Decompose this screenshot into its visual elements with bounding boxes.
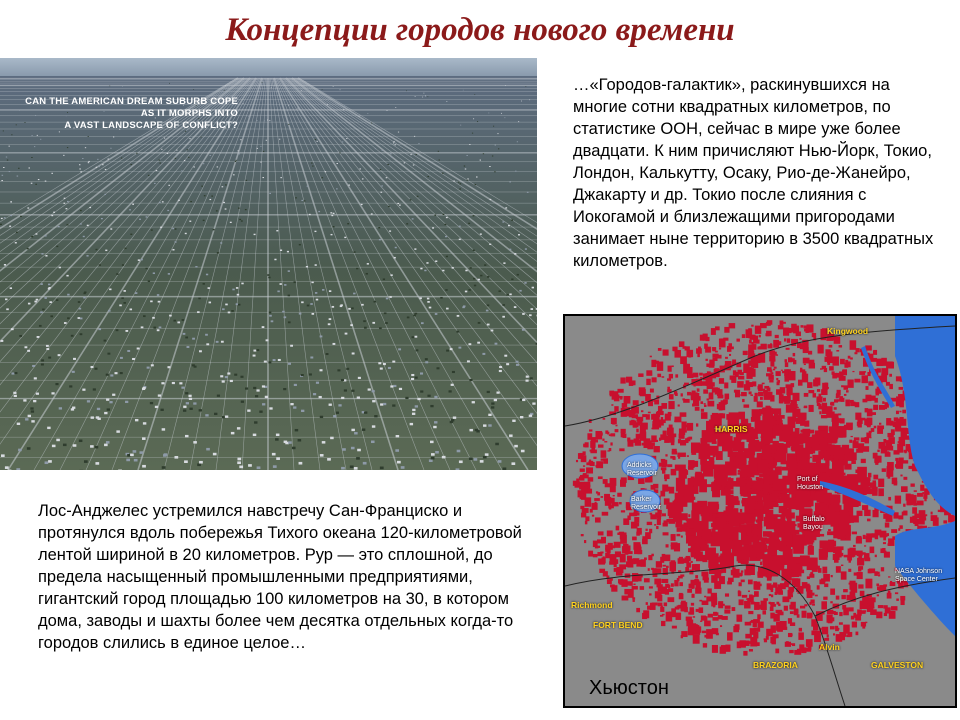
map-label-brazoria: BRAZORIA	[753, 660, 798, 670]
map-label-harris: HARRIS	[715, 424, 748, 434]
map-label-nasa: NASA Johnson Space Center	[895, 568, 943, 583]
photo-caption-line: CAN THE AMERICAN DREAM SUBURB COPE	[25, 96, 238, 107]
photo-caption-line: A VAST LANDSCAPE OF CONFLICT?	[64, 120, 238, 131]
slide-title: Концепции городов нового времени	[225, 12, 735, 48]
map-label-kingwood: Kingwood	[827, 326, 869, 336]
map-label-richmond: Richmond	[571, 600, 613, 610]
map-label-galveston: GALVESTON	[871, 660, 924, 670]
map-label-barker-reservoir: Barker Reservoir	[631, 496, 661, 511]
map-label-addicks-reservoir: Addicks Reservoir	[627, 462, 657, 477]
los-angeles-ruhr-paragraph: Лос-Анджелес устремился навстречу Сан-Франциско и протянулся вдоль побережья Тихого океана 120-километровой лентой шириной в 20 километров. Рур — это сплошной, до предела насыщенный промышленными предприятиями, гигантский город площадью 100 километров на 30, в котором дома, заводы и шахты более чем десятка отдельных когда-то городов слились в единое целое…	[38, 502, 522, 652]
map-label-port-of-houston: Port of Houston	[797, 476, 824, 491]
urban-sprawl-map-image	[565, 316, 955, 706]
galaxy-cities-paragraph: …«Городов-галактик», раскинувшихся на многие сотни квадратных километров, по статистике ООН, сейчас в мире уже более двадцати. К ним причисляют Нью-Йорк, Токио, Лондон, Калькутту, Осаку, Рио-де-Жанейро, Джакарту и др. Токио после слияния с Иокогамой и близлежащими пригородами занимает ныне территорию в 3500 квадратных километров.	[573, 76, 934, 270]
houston-urban-map	[563, 314, 957, 708]
photo-caption-line: AS IT MORPHS INTO	[140, 108, 238, 119]
photo-caption	[18, 96, 238, 132]
map-label-fort-bend: FORT BEND	[593, 620, 643, 630]
aerial-photo-los-angeles	[0, 58, 537, 470]
map-label-alvin: Alvin	[819, 642, 840, 652]
map-city-name: Хьюстон	[589, 677, 669, 699]
map-label-buffalo-bayou: Buffalo Bayou	[803, 516, 825, 531]
